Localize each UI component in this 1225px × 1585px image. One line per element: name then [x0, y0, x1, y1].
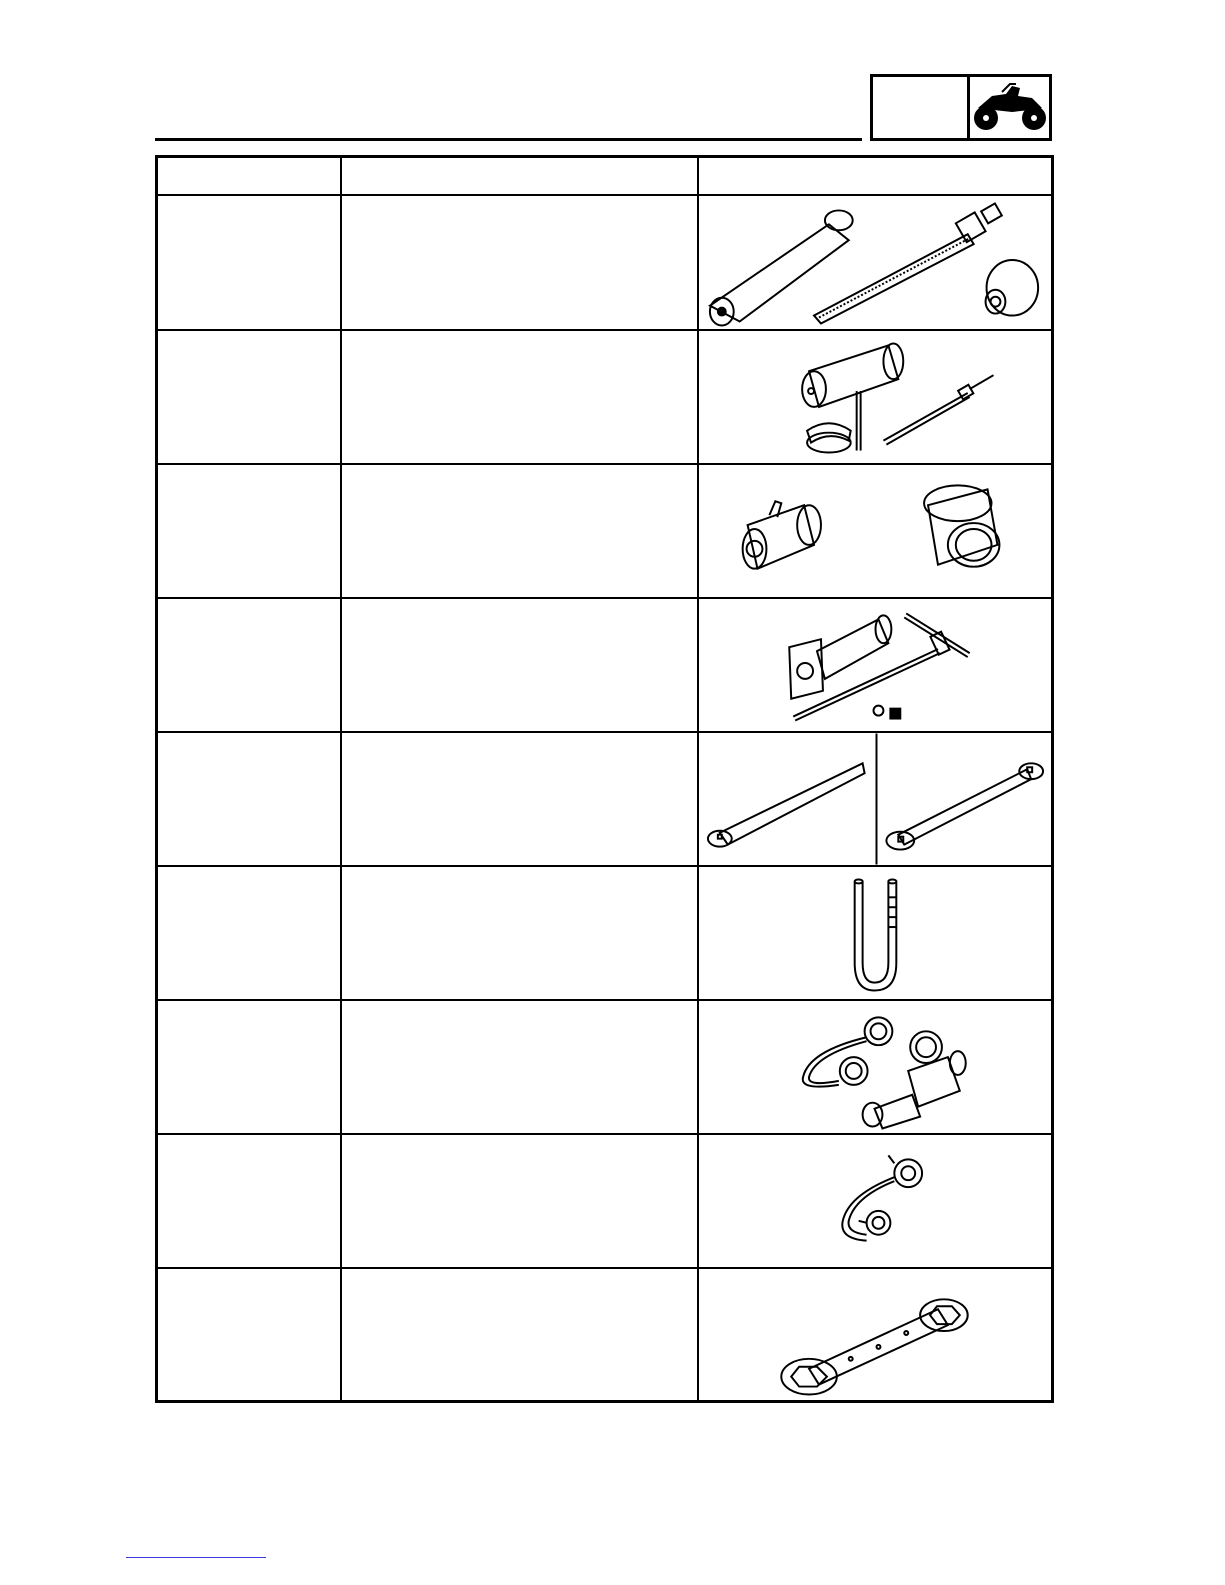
section-header-box — [870, 74, 1052, 141]
footer-link[interactable] — [126, 1557, 266, 1558]
table-row — [158, 1269, 1051, 1403]
u-tube-gauge-icon — [700, 867, 1051, 999]
gauge-hose-icon — [700, 1135, 1051, 1267]
atv-icon — [972, 82, 1048, 134]
table-row — [158, 196, 1051, 331]
table-row — [158, 465, 1051, 599]
table-row — [158, 331, 1051, 465]
table-header-row — [158, 158, 1051, 196]
double-end-wrench-icon — [700, 1269, 1051, 1403]
table-row — [158, 733, 1051, 867]
table-row — [158, 1135, 1051, 1269]
section-label — [873, 77, 970, 138]
special-tools-table — [155, 155, 1054, 1403]
bearing-installer-icon — [700, 331, 1051, 463]
spanner-wrench-icon — [700, 733, 1051, 865]
bearing-puller-icon — [700, 599, 1051, 731]
header-rule — [155, 138, 862, 141]
adapter-spacer-icon — [700, 465, 1051, 597]
crankshaft-installer-icon — [700, 196, 1051, 329]
pressure-gauge-set-icon — [700, 1001, 1051, 1133]
table-row — [158, 599, 1051, 733]
table-row — [158, 867, 1051, 1001]
table-row — [158, 1001, 1051, 1135]
